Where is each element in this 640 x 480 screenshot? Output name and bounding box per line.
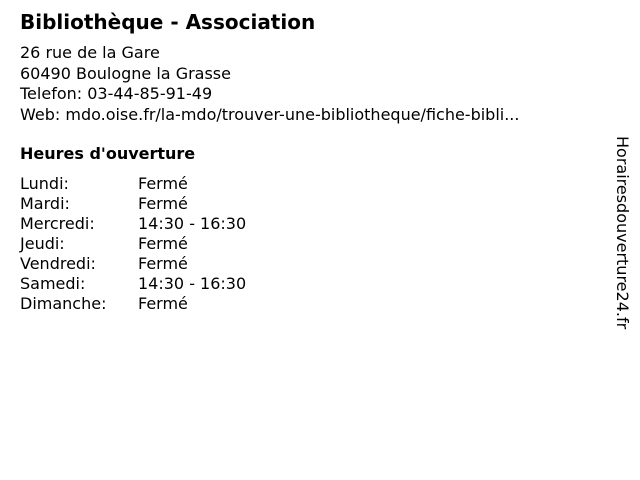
day-label: Mercredi: (20, 214, 95, 233)
opening-hours-heading: Heures d'ouverture (20, 144, 196, 163)
day-hours: 14:30 - 16:30 (138, 274, 247, 293)
day-label: Mardi: (20, 194, 70, 213)
day-label: Dimanche: (20, 294, 107, 313)
day-label: Lundi: (20, 174, 69, 193)
address-block (20, 43, 519, 125)
day-hours: Fermé (138, 254, 188, 273)
day-hours: Fermé (138, 234, 188, 253)
day-hours: Fermé (138, 174, 188, 193)
site-brand-text: Horairesdouverture24.fr (613, 136, 632, 330)
phone-number: Telefon: 03-44-85-91-49 (20, 84, 213, 103)
page-title: Bibliothèque - Association (20, 10, 316, 34)
day-label: Jeudi: (20, 234, 65, 253)
site-brand-vertical (612, 136, 632, 346)
day-label: Samedi: (20, 274, 86, 293)
website-url: Web: mdo.oise.fr/la-mdo/trouver-une-bibliotheque/fiche-bibli... (20, 104, 520, 124)
day-hours: Fermé (138, 294, 188, 313)
city-address: 60490 Boulogne la Grasse (20, 63, 231, 83)
day-hours: Fermé (138, 194, 188, 213)
day-label: Vendredi: (20, 254, 96, 273)
street-address: 26 rue de la Gare (20, 43, 160, 62)
day-hours: 14:30 - 16:30 (138, 214, 247, 233)
